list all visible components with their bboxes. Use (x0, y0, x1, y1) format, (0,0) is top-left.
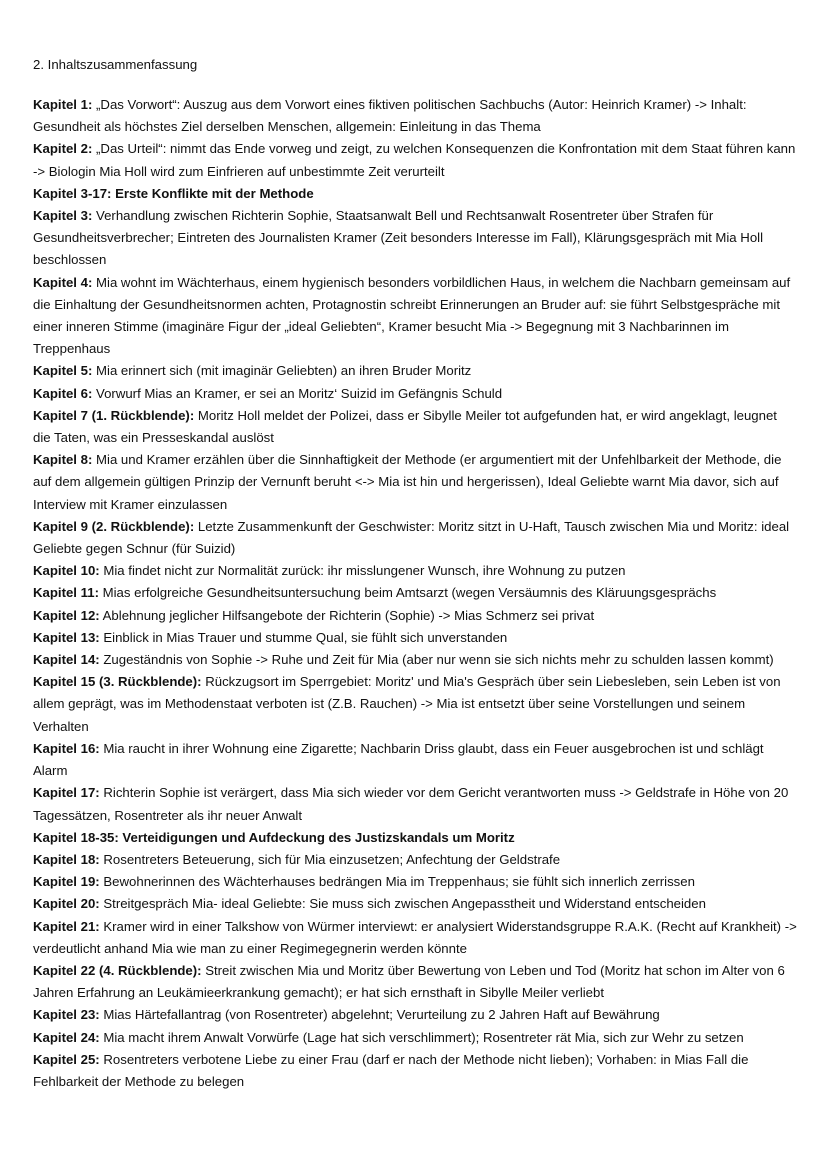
chapter-label: Kapitel 16: (33, 740, 100, 756)
chapter-entry (33, 671, 798, 738)
chapter-label: Kapitel 14: (33, 652, 100, 668)
chapter-entry (33, 383, 798, 405)
chapter-group-heading: Kapitel 3-17: Erste Konflikte mit der Methode (33, 185, 314, 201)
chapter-entry (33, 871, 798, 893)
chapter-label: Kapitel 8: (33, 452, 93, 468)
chapter-entry (33, 405, 798, 449)
chapter-text: Mia und Kramer erzählen über die Sinnhaftigkeit der Methode (er argumentiert mit der Unfehlbarkeit der Methode, die auf dem allgemein gültigen Prinzip der Vernunft beruht <-> Mia ist hin und hergerissen), Ideal Geliebte warnt Mia davor, sich auf Interview mit Kramer einzulassen (33, 452, 782, 512)
chapter-text: Vorwurf Mias an Kramer, er sei an Moritz‘ Suizid im Gefängnis Schuld (92, 385, 503, 401)
chapter-label: Kapitel 2: (33, 141, 93, 157)
chapter-text: Einblick in Mias Trauer und stumme Qual, sie fühlt sich unverstanden (99, 629, 508, 645)
chapter-text: Ablehnung jeglicher Hilfsangebote der Richterin (Sophie) -> Mias Schmerz sei privat (99, 607, 595, 623)
chapter-text: Kramer wird in einer Talkshow von Würmer interviewt: er analysiert Widerstandsgruppe R.A.K. (Recht auf Krankheit) -> verdeutlicht anhand Mia wie man zu einer Regimegegnerin werden könnte (33, 918, 797, 956)
chapter-entry (33, 138, 798, 182)
chapter-label: Kapitel 4: (33, 274, 93, 290)
chapter-label: Kapitel 6: (33, 385, 93, 401)
chapter-text: Bewohnerinnen des Wächterhauses bedrängen Mia im Treppenhaus; sie fühlt sich innerlich zerrissen (99, 874, 695, 890)
chapter-entry (33, 960, 798, 1004)
chapter-label: Kapitel 24: (33, 1029, 100, 1045)
chapter-entry (33, 627, 798, 649)
section-title: 2. Inhaltszusammenfassung (33, 57, 198, 72)
chapter-entry (33, 916, 798, 960)
chapter-text: Streit zwischen Mia und Moritz über Bewertung von Leben und Tod (Moritz hat schon im Alter von 6 Jahren Erfahrung an Leukämieerkrankung gemacht); er hat sich ernsthaft in Sibylle Meiler verliebt (33, 962, 785, 1001)
chapter-text: „Das Vorwort“: Auszug aus dem Vorwort eines fiktiven politischen Sachbuchs (Autor: Heinrich Kramer) -> Inhalt: Gesundheit als höchstes Ziel derselben Menschen, allgemein: Einleitung in das Thema (33, 97, 747, 135)
chapter-text: Mias erfolgreiche Gesundheitsuntersuchung beim Amtsarzt (wegen Versäumnis des Kläruungsgesprächs (98, 585, 717, 601)
chapter-entry (33, 560, 798, 582)
chapter-text: Mias Härtefallantrag (von Rosentreter) abgelehnt; Verurteilung zu 2 Jahren Haft auf Bewährung (99, 1007, 660, 1023)
chapter-entry (33, 94, 798, 138)
chapter-label: Kapitel 25: (33, 1051, 100, 1067)
chapter-label: Kapitel 5: (33, 363, 93, 379)
chapter-entry (33, 1027, 798, 1049)
chapter-entry (33, 272, 798, 361)
chapter-entry (33, 782, 798, 826)
chapter-label: Kapitel 21: (33, 918, 100, 934)
chapter-text: Mia wohnt im Wächterhaus, einem hygienisch besonders vorbildlichen Haus, in welchem die Nachbarn gemeinsam auf die Einhaltung der Gesundheitsnormen achten, Protagnostin schreibt Erinnerungen an Bruder auf: sie führt Selbstgespräche mit einer inneren Stimme (imaginäre Figur der „ideal Geliebten“, Kramer besucht Mia -> Begegnung mit 3 Nachbarinnen im Treppenhaus (33, 274, 791, 357)
chapter-entry (33, 1004, 798, 1026)
chapter-label: Kapitel 22 (4. Rückblende): (33, 962, 202, 978)
chapter-text: Moritz Holl meldet der Polizei, dass er Sibylle Meiler tot aufgefunden hat, er wird angeklagt, leugnet die Taten, was ein Presseskandal auslöst (33, 407, 777, 446)
chapter-text: Verhandlung zwischen Richterin Sophie, Staatsanwalt Bell und Rechtsanwalt Rosentreter über Strafen für Gesundheitsverbrecher; Eintreten des Journalisten Kramer (Zeit besonders Interesse im Fall), Klärungsgespräch mit Mia Holl beschlossen (33, 208, 764, 268)
chapter-entry (33, 516, 798, 560)
chapter-text: Mia macht ihrem Anwalt Vorwürfe (Lage hat sich verschlimmert); Rosentreter rät Mia, sich zur Wehr zu setzen (99, 1029, 744, 1045)
chapter-label: Kapitel 13: (33, 629, 100, 645)
chapter-label: Kapitel 17: (33, 785, 100, 801)
chapter-label: Kapitel 10: (33, 563, 100, 579)
chapter-text: „Das Urteil“: nimmt das Ende vorweg und zeigt, zu welchen Konsequenzen die Konfrontation mit dem Staat führen kann -> Biologin Mia Holl wird zum Einfrieren auf unbestimmte Zeit verurteilt (33, 141, 796, 179)
chapter-text: Mia findet nicht zur Normalität zurück: ihr misslungener Wunsch, ihre Wohnung zu putzen (99, 563, 626, 579)
chapter-entry (33, 205, 798, 272)
chapter-text: Zugeständnis von Sophie -> Ruhe und Zeit für Mia (aber nur wenn sie sich nichts mehr zu schulden lassen kommt) (99, 652, 774, 668)
chapter-entry (33, 1049, 798, 1093)
chapter-label: Kapitel 1: (33, 97, 93, 112)
chapter-label: Kapitel 23: (33, 1007, 100, 1023)
chapter-text: Streitgespräch Mia- ideal Geliebte: Sie muss sich zwischen Angepasstheit und Widerstand entscheiden (99, 896, 706, 912)
chapter-entry (33, 849, 798, 871)
chapter-label: Kapitel 20: (33, 896, 100, 912)
chapter-text: Mia erinnert sich (mit imaginär Geliebten) an ihren Bruder Moritz (92, 363, 472, 379)
chapter-label: Kapitel 12: (33, 607, 100, 623)
chapter-text: Letzte Zusammenkunft der Geschwister: Moritz sitzt in U-Haft, Tausch zwischen Mia und Moritz: ideal Geliebte gegen Schnur (für Suizid) (33, 518, 790, 557)
chapter-text: Richterin Sophie ist verärgert, dass Mia sich wieder vor dem Gericht verantworten muss -> Geldstrafe in Höhe von 20 Tagessätzen, Rosentreter als ihr neuer Anwalt (33, 785, 789, 823)
chapter-label: Kapitel 15 (3. Rückblende): (33, 674, 202, 690)
chapter-entry (33, 582, 798, 604)
chapter-entry (33, 605, 798, 627)
chapter-label: Kapitel 9 (2. Rückblende): (33, 518, 195, 534)
chapter-label: Kapitel 19: (33, 874, 100, 890)
chapter-entry (33, 738, 798, 782)
chapter-label: Kapitel 18: (33, 851, 100, 867)
chapter-text: Mia raucht in ihrer Wohnung eine Zigarette; Nachbarin Driss glaubt, dass ein Feuer ausgebrochen ist und schlägt Alarm (33, 740, 764, 779)
chapter-entry (33, 449, 798, 516)
chapter-entry (33, 649, 798, 671)
chapter-entry (33, 893, 798, 915)
chapter-text: Rosentreters Beteuerung, sich für Mia einzusetzen; Anfechtung der Geldstrafe (99, 851, 561, 867)
chapter-label: Kapitel 11: (33, 585, 99, 601)
chapter-list (33, 94, 798, 1093)
chapter-label: Kapitel 3: (33, 208, 93, 224)
chapter-text: Rückzugsort im Sperrgebiet: Moritz' und Mia's Gespräch über sein Liebesleben, sein Leben ist von allem geprägt, was im Methodenstaat verboten ist (Z.B. Rauchen) -> Mia ist entsetzt über seine Vorstellungen und seinem Verhalten (33, 674, 781, 734)
chapter-label: Kapitel 7 (1. Rückblende): (33, 407, 195, 423)
chapter-text: Rosentreters verbotene Liebe zu einer Frau (darf er nach der Methode nicht lieben); Vorhaben: in Mias Fall die Fehlbarkeit der Methode zu belegen (33, 1051, 749, 1089)
chapter-group-heading: Kapitel 18-35: Verteidigungen und Aufdeckung des Justizskandals um Moritz (33, 829, 515, 845)
chapter-entry (33, 360, 798, 382)
